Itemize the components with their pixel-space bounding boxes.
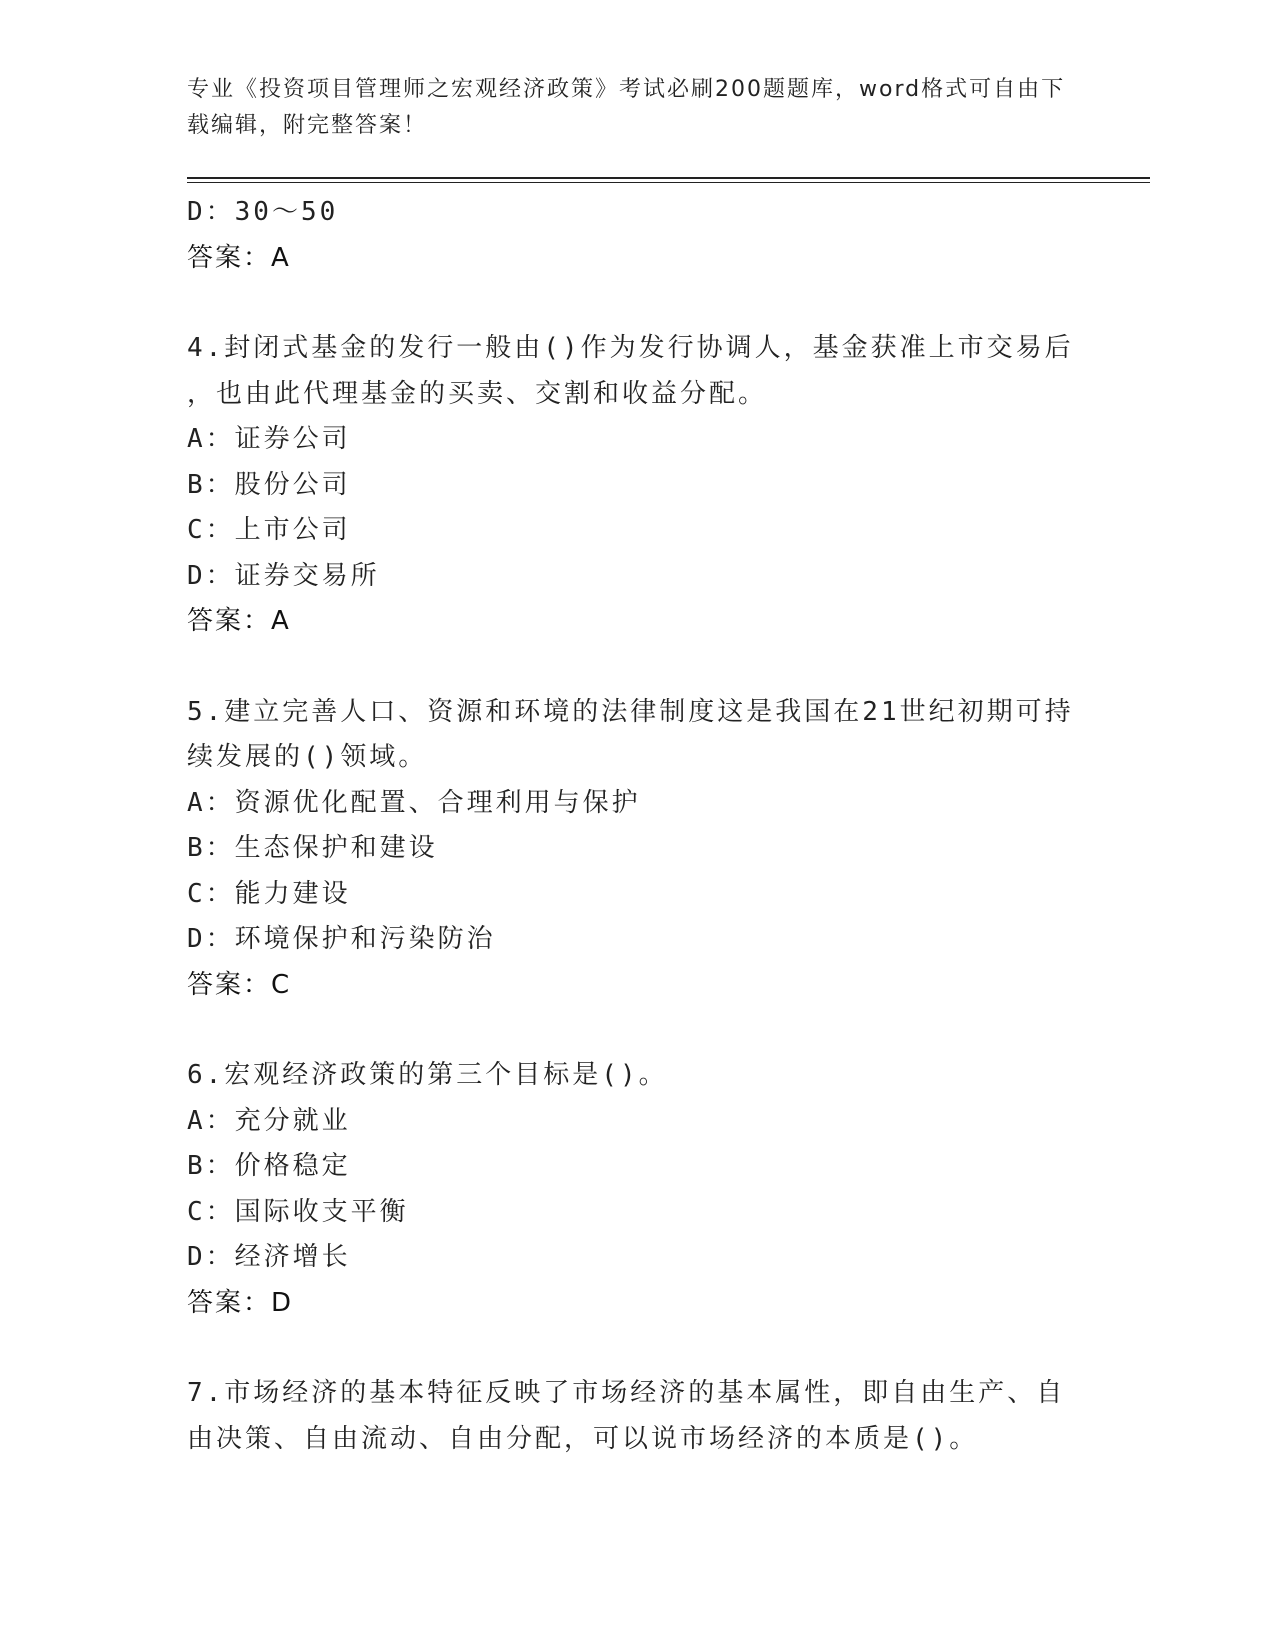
question-stem: 6.宏观经济政策的第三个目标是()。 [187,1060,668,1090]
option-a: A：证券公司 [187,424,351,454]
answer: 答案：C [187,969,292,1000]
option-c: C：国际收支平衡 [187,1196,409,1227]
answer: 答案：D [187,1287,294,1318]
answer: 答案：A [187,242,291,273]
option-b: B：股份公司 [187,469,351,500]
option-c: C：上市公司 [187,515,351,545]
document-header: 专业《投资项目管理师之宏观经济政策》考试必刷200题题库，word格式可自由下载编辑，附完整答案！ [187,77,1066,138]
option-d: D：环境保护和污染防治 [187,924,496,954]
header-rule-thick [187,177,1150,179]
option-d: D：证券交易所 [187,560,380,591]
question-stem: ，也由此代理基金的买卖、交割和收益分配。 [187,378,768,409]
question-stem: 5.建立完善人口、资源和环境的法律制度这是我国在21世纪初期可持 [187,696,1074,727]
document-body [187,190,1087,1462]
question-stem: 续发展的()领域。 [187,742,428,772]
option-d: D：30～50 [187,197,339,227]
option-d: D：经济增长 [187,1242,351,1272]
question-stem: 4.封闭式基金的发行一般由()作为发行协调人，基金获准上市交易后 [187,333,1074,363]
answer: 答案：A [187,606,291,636]
option-a: A：资源优化配置、合理利用与保护 [187,787,641,818]
option-b: B：生态保护和建设 [187,833,438,863]
option-a: A：充分就业 [187,1105,351,1136]
question-stem: 由决策、自由流动、自由分配，可以说市场经济的本质是()。 [187,1423,979,1454]
option-b: B：价格稳定 [187,1151,351,1181]
header-rule-thin [187,182,1150,183]
option-c: C：能力建设 [187,878,351,909]
question-stem: 7.市场经济的基本特征反映了市场经济的基本属性，即自由生产、自 [187,1378,1066,1408]
